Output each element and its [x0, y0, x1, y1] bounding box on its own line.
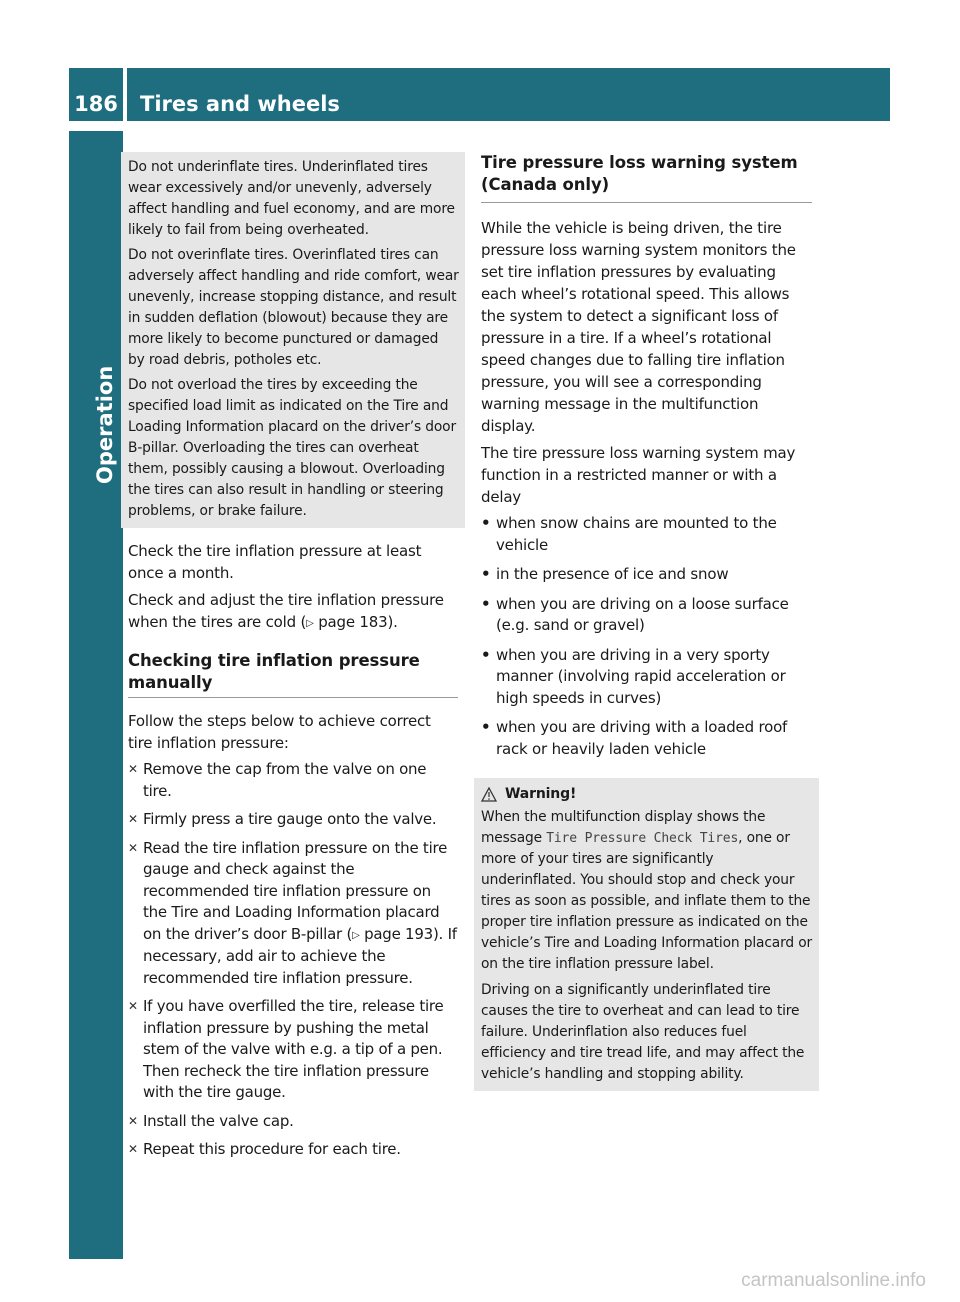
header-divider [123, 68, 127, 121]
list-item: • when you are driving in a very sporty manner (involving rapid acceleration or high speeds in curves) [481, 645, 812, 710]
page-ref-arrow-icon: ▷ [352, 929, 360, 941]
step-arrow-icon: ✕ [128, 1142, 138, 1156]
body-para-2: Check and adjust the tire inflation pressure when the tires are cold (▷ page 183). [128, 591, 444, 631]
page-title: Tires and wheels [140, 92, 340, 116]
bullet-icon: • [481, 645, 491, 664]
tpms-para-2: The tire pressure loss warning system may function in a restricted manner or with a delay [481, 444, 796, 506]
step-item: ✕ If you have overfilled the tire, release tire inflation pressure by pushing the metal stem of the valve with e.g. a tip of a pen. Then recheck the tire inflation pressure with the tire gauge. [128, 996, 458, 1104]
step-item: ✕ Firmly press a tire gauge onto the valve. [128, 809, 458, 831]
bullet-icon: • [481, 514, 491, 532]
section-heading-tpms: Tire pressure loss warning system (Canada only) [481, 152, 812, 203]
bullet-icon: • [481, 594, 491, 613]
warning-title: Warning! [505, 786, 577, 802]
list-item: • when you are driving on a loose surface (e.g. sand or gravel) [481, 594, 812, 637]
step-item: ✕ Install the valve cap. [128, 1111, 458, 1133]
watermark: carmanualsonline.info [741, 1270, 926, 1291]
display-message: Tire Pressure Check Tires [546, 831, 739, 846]
warning-para-1: When the multifunction display shows the message Tire Pressure Check Tires, one or more of your tires are significantly underinflated. You should stop and check your tires as soon as possible, and inflate them to the proper tire inflation pressure as indicated on the vehicle’s Tire and Loading Information placard or on the tire inflation pressure label. [481, 809, 813, 972]
step-arrow-icon: ✕ [128, 762, 138, 776]
side-tab-label: Operation [93, 365, 117, 484]
page-ref-link[interactable]: page 193 [364, 924, 433, 943]
side-tab [69, 131, 123, 1259]
left-column [128, 152, 458, 1168]
bullet-icon: • [481, 565, 491, 583]
step-item: ✕ Read the tire inflation pressure on the tire gauge and check against the recommended tire inflation pressure on the Tire and Loading Information placard on the driver’s door B-pillar (▷ page 193). If necessary, add air to achieve the recommended tire inflation pressure. [128, 838, 458, 990]
warning-triangle-icon [481, 787, 497, 802]
step-arrow-icon: ✕ [128, 840, 138, 855]
info-para-1: Do not underinflate tires. Underinflated tires wear excessively and/or unevenly, adversely affect handling and fuel economy, and are more likely to fail from being overheated. [128, 159, 455, 238]
info-para-3: Do not overload the tires by exceeding the specified load limit as indicated on the Tire and Loading Information placard on the driver’s door B-pillar. Overloading the tires can overheat them, possibly causing a blowout. Overloading the tires can also result in handling or steering problems, or brake failure. [128, 377, 456, 519]
page-ref-link[interactable]: page 183 [318, 613, 388, 631]
step-arrow-icon: ✕ [128, 1113, 138, 1128]
bullet-icon: • [481, 718, 491, 736]
warning-header [481, 784, 812, 805]
page-ref-arrow-icon: ▷ [306, 618, 314, 629]
section-heading-manual: Checking tire inflation pressure manually [128, 650, 458, 698]
body-para-1: Check the tire inflation pressure at least once a month. [128, 542, 422, 582]
list-item: • when you are driving with a loaded roof rack or heavily laden vehicle [481, 717, 812, 760]
warning-box [474, 778, 819, 1091]
step-arrow-icon: ✕ [128, 999, 138, 1013]
info-para-2: Do not overinflate tires. Overinflated tires can adversely affect handling and ride comfort, wear unevenly, increase stopping distance, and result in sudden deflation (blowout) because they are more likely to become punctured or damaged by road debris, potholes etc. [128, 247, 459, 368]
warning-para-2: Driving on a significantly underinflated tire causes the tire to overheat and can lead to tire failure. Underinflation also reduces fuel efficiency and tire tread life, and may affect the vehicle’s handling and stopping ability. [481, 982, 805, 1082]
steps-intro: Follow the steps below to achieve correct tire inflation pressure: [128, 712, 431, 752]
right-column [481, 152, 812, 1091]
step-item: ✕ Remove the cap from the valve on one tire. [128, 759, 458, 802]
page-number: 186 [74, 92, 118, 116]
step-item: ✕ Repeat this procedure for each tire. [128, 1139, 458, 1161]
list-item: • in the presence of ice and snow [481, 564, 812, 586]
tpms-para-1: While the vehicle is being driven, the tire pressure loss warning system monitors the set tire inflation pressures by evaluating each wheel’s rotational speed. This allows the system to detect a significant loss of pressure in a tire. If a wheel’s rotational speed changes due to falling tire inflation pressure, you will see a corresponding warning message in the multifunction display. [481, 219, 796, 435]
step-arrow-icon: ✕ [128, 812, 138, 826]
list-item: • when snow chains are mounted to the vehicle [481, 513, 812, 556]
info-box [121, 152, 465, 528]
